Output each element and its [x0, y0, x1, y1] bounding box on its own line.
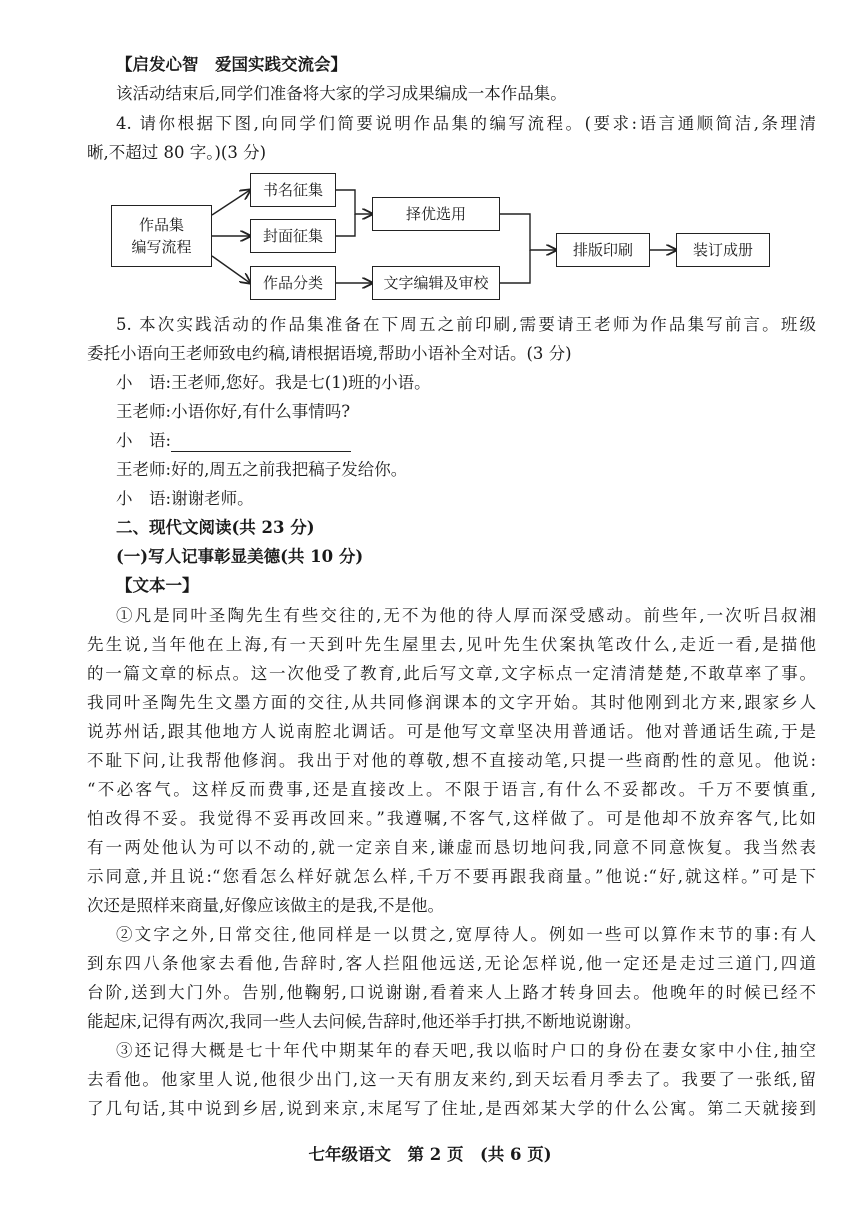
- passage-line: 我同叶圣陶先生文墨方面的交往,从共同修润课本的文字开始。其时他刚到北方来,跟家乡人: [87, 693, 816, 712]
- activity-header: 【启发心智 爱国实践交流会】: [116, 55, 347, 74]
- passage-line: 去看他。他家里人说,他很少出门,这一天有朋友来约,到天坛看月季去了。我要了一张纸,留: [87, 1070, 816, 1089]
- dialog-line: [116, 459, 407, 481]
- passage-line: 说苏州话,跟其他地方人说南腔北调话。可是他写文章坚决用普通话。他对普通话生疏,于是: [87, 722, 816, 741]
- flow-box-classification: 作品分类: [250, 266, 336, 300]
- dialog-speaker: 小 语:: [116, 431, 172, 450]
- passage-line: 了几句话,其中说到乡居,说到来京,末尾写了住址,是西郊某大学的什么公寓。第二天就接到: [87, 1099, 816, 1118]
- dialog-text: 好的,周五之前我把稿子发给你。: [171, 460, 408, 479]
- flow-box-title-collection: 书名征集: [250, 173, 336, 207]
- dialog-speaker: 王老师:: [116, 402, 172, 421]
- passage-line: 有一两处他认为可以不动的,就一定亲自来,谦虚而恳切地问我,同意不同意恢复。我当然表: [87, 838, 816, 857]
- passage-line: ②文字之外,日常交往,他同样是一以贯之,宽厚待人。例如一些可以算作末节的事:有人: [116, 925, 816, 944]
- passage-line: 台阶,送到大门外。告别,他鞠躬,口说谢谢,看着来人上路才转身回去。他晚年的时候已经不: [87, 983, 816, 1002]
- passage-line: “不必客气。这样反而费事,还是直接改上。不限于语言,有什么不妥都改。千万不要慎重,: [87, 780, 816, 799]
- dialog-speaker: 王老师:: [116, 460, 172, 479]
- subsection-title: (一)写人记事彰显美德(共 10 分): [116, 547, 364, 566]
- passage-line: 能起床,记得有两次,我同一些人去问候,告辞时,他还举手打拱,不断地说谢谢。: [87, 1012, 642, 1031]
- dialog-text: 王老师,您好。我是七(1)班的小语。: [171, 373, 431, 392]
- dialog-speaker: 小 语:: [116, 489, 172, 508]
- dialog-text: 小语你好,有什么事情吗?: [171, 402, 351, 421]
- dialog-line: [116, 488, 254, 510]
- q5-line1: 5. 本次实践活动的作品集准备在下周五之前印刷,需要请王老师为作品集写前言。班级: [116, 315, 816, 334]
- dialog-line: [116, 401, 350, 423]
- passage-line: 不耻下问,让我帮他修润。我出于对他的尊敬,想不直接动笔,只提一些商酌性的意见。他说:: [87, 751, 816, 770]
- intro-text: 该活动结束后,同学们准备将大家的学习成果编成一本作品集。: [116, 84, 567, 103]
- flow-box-printing: 排版印刷: [556, 233, 650, 267]
- flow-start-box: 作品集 编写流程: [111, 205, 212, 267]
- passage-line: 次还是照样来商量,好像应该做主的是我,不是他。: [87, 896, 444, 915]
- page-footer: 七年级语文 第 2 页 (共 6 页): [308, 1145, 552, 1164]
- q4-line1: 4. 请你根据下图,向同学们简要说明作品集的编写流程。(要求:语言通顺简洁,条理清: [116, 114, 816, 133]
- q5-line2: 委托小语向王老师致电约稿,请根据语境,帮助小语补全对话。(3 分): [87, 344, 572, 363]
- q4-line2: 晰,不超过 80 字。)(3 分): [87, 143, 267, 162]
- flow-box-editing: 文字编辑及审校: [372, 266, 500, 300]
- passage-line: 示同意,并且说:“您看怎么样好就怎么样,千万不要再跟我商量。”他说:“好,就这样。”可是下: [87, 867, 816, 886]
- passage-line: 的一篇文章的标点。这一次他受了教育,此后写文章,文字标点一定清清楚楚,不敢草率了事。: [87, 664, 816, 683]
- passage-line: ③还记得大概是七十年代中期某年的春天吧,我以临时户口的身份在妻女家中小住,抽空: [116, 1041, 816, 1060]
- passage-line: 先生说,当年他在上海,有一天到叶先生屋里去,见叶先生伏案执笔改什么,走近一看,是描他: [87, 635, 816, 654]
- text1-label: 【文本一】: [116, 576, 199, 595]
- flow-box-cover-collection: 封面征集: [250, 219, 336, 253]
- dialog-line: [116, 372, 431, 394]
- dialog-speaker: 小 语:: [116, 373, 172, 392]
- passage-line: 怕改得不妥。我觉得不妥再改回来。”我遵嘱,不客气,这样做了。可是他却不放弃客气,比如: [87, 809, 816, 828]
- dialog-line: [116, 430, 351, 452]
- section2-title: 二、现代文阅读(共 23 分): [116, 518, 315, 537]
- answer-blank[interactable]: [171, 433, 351, 452]
- flow-box-selection: 择优选用: [372, 197, 500, 231]
- passage-line: 到东四八条他家去看他,告辞时,客人拦阻他远送,无论怎样说,他一定还是走过三道门,四道: [87, 954, 816, 973]
- passage-line: ①凡是同叶圣陶先生有些交往的,无不为他的待人厚而深受感动。前些年,一次听吕叔湘: [116, 606, 816, 625]
- flow-box-binding: 装订成册: [676, 233, 770, 267]
- dialog-text: 谢谢老师。: [171, 489, 254, 508]
